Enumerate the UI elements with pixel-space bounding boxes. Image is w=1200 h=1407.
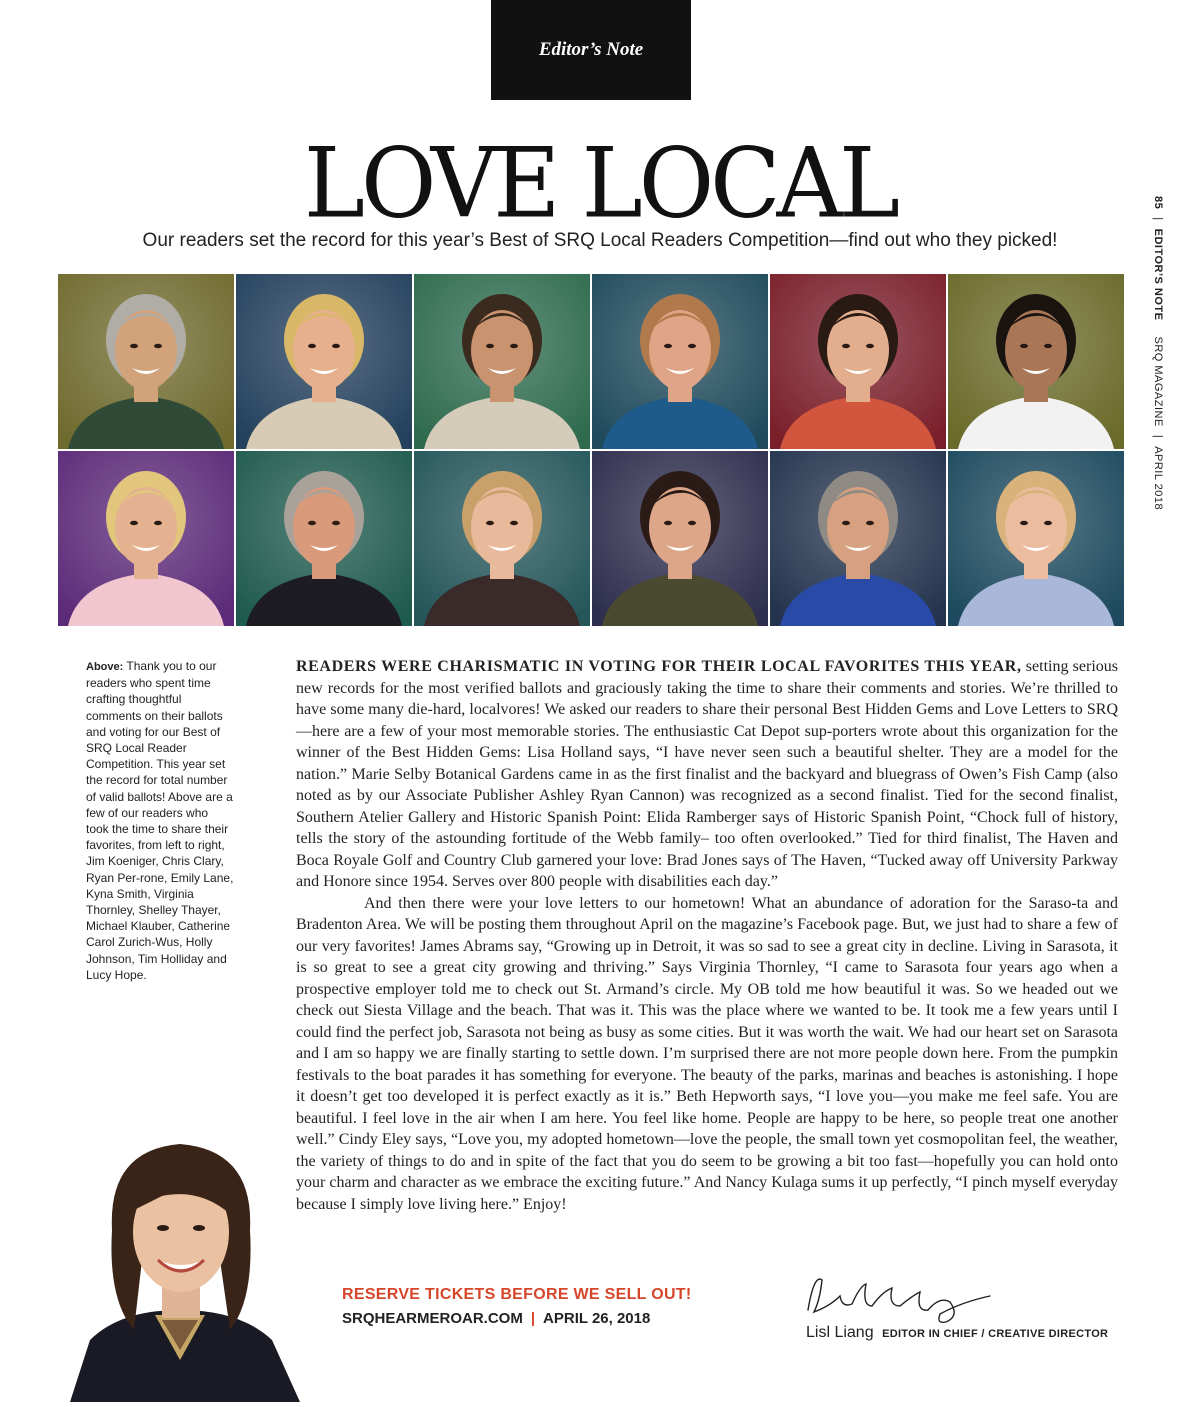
handwritten-signature bbox=[800, 1266, 1000, 1326]
reader-portrait bbox=[58, 451, 234, 626]
promo-separator: | bbox=[530, 1310, 536, 1327]
promo-headline: RESERVE TICKETS BEFORE WE SELL OUT! bbox=[342, 1286, 692, 1303]
reader-portrait bbox=[592, 451, 768, 626]
promo-url-link[interactable]: SRQHEARMEROAR.COM bbox=[342, 1310, 523, 1327]
caption-text: Thank you to our readers who spent time crafting thoughtful comments on their ballots and voting for our Best of SRQ Local Reader Competition. This year set the record for total number of valid ballots! Above are a few of our readers who took the time to share their favorites, from left to right, Jim Koeniger, Chris Clary, Ryan Per-rone, Emily Lane, Kyna Smith, Virginia Thornley, Shelley Thayer, Michael Klauber, Catherine Carol Zurich-Wus, Holly Johnson, Tim Holliday and Lucy Hope. bbox=[86, 659, 234, 982]
caption-label: Above: bbox=[86, 661, 124, 673]
article-lead-in: READERS WERE CHARISMATIC IN VOTING FOR THEIR LOCAL FAVORITES THIS YEAR, bbox=[296, 658, 1022, 675]
reader-portrait bbox=[236, 451, 412, 626]
photo-caption bbox=[86, 658, 234, 983]
promo-date: APRIL 26, 2018 bbox=[543, 1310, 651, 1327]
editor-name: Lisl Liang bbox=[806, 1324, 874, 1341]
article-paragraph-1: READERS WERE CHARISMATIC IN VOTING FOR THEIR LOCAL FAVORITES THIS YEAR, setting serious new records for the most verified ballots and graciously taking the time to share their comments and stories. We’re thrilled to have some many die-hard, localvores! We asked our readers to share their personal Best Hidden Gems and Love Letters to SRQ—here are a few of your most memorable stories. The enthusiastic Cat Depot sup-porters wrote about this organization for the winner of the Best Hidden Gems: Lisa Holland says, “I have never seen such a beautiful shelter. They are a model for the nation.” Marie Selby Botanical Gardens came in as the first finalist and the backyard and bluegrass of Owen’s Fish Camp (also noted as by our Associate Publisher Ashley Ryan Cannon) was recognized as a second finalist. Tied for the second finalist, Southern Atelier Gallery and Historic Spanish Point: Elida Ramberger says of Historic Spanish Point, “Chock full of history, tells the story of the astounding fortitude of the Webb family– too often overlooked.” Tied for third finalist, The Haven and Boca Royale Golf and Country Club garnered your love: Brad Jones says of The Haven, “Tucked away off University Parkway and Honore since 1954. Serves over 800 people with disabilities each day.” bbox=[296, 658, 1119, 890]
reader-portrait bbox=[58, 274, 234, 449]
reader-portrait bbox=[414, 274, 590, 449]
rail-issue: APRIL 2018 bbox=[1152, 446, 1164, 511]
editor-portrait-image bbox=[50, 1110, 312, 1402]
rail-section: EDITOR’S NOTE bbox=[1152, 228, 1164, 321]
headline: LOVE LOCAL bbox=[303, 127, 897, 240]
reader-portrait bbox=[948, 451, 1124, 626]
section-tab bbox=[491, 0, 691, 100]
subhead: Our readers set the record for this year’s Best of SRQ Local Readers Competition—find out who they picked! bbox=[142, 230, 1058, 251]
reader-portrait bbox=[948, 274, 1124, 449]
reader-portrait bbox=[592, 274, 768, 449]
editor-title: EDITOR IN CHIEF / CREATIVE DIRECTOR bbox=[882, 1328, 1109, 1340]
article-paragraph-2: And then there were your love letters to our hometown! What an abundance of adoration for the Saraso-ta and Bradenton Area. We will be posting them throughout April on the magazine’s Facebook page. But, we just had to share a few of our very favorites! James Abrams say, “Growing up in Detroit, it was so sad to see a great city in decline. Living in Sarasota, it is so great to see a great city growing and thriving.” Says Virginia Thornley, “I came to Sarasota four years ago when a prospective employer told me to check out St. Armand’s circle. My OB told me how beautiful it was. So we headed out we check out Siesta Village and the beach. That was it. This was the place where we wanted to be. It took me a few years until I could find the perfect job, Sarasota not being as busy as some cities. But it was worth the wait. We had our heart set on Sarasota and I am so happy we are finally starting to settle down. I’m surprised there are not more people down here. From the pumpkin festivals to the boat parades it has something for everyone. The beauty of the parks, marinas and beaches is astonishing. I hope it doesn’t get too developed it is perfect exactly as it is.” Beth Hepworth says, “I love you—you make me feel safe. You are beautiful. I feel love in the air when I am here. You feel like home. People are happy to be here, so people treat one another well.” Cindy Eley says, “Love you, my adopted hometown—love the people, the small town yet cosmopolitan feel, the weather, the variety of things to do and in spite of the fact that you do seem to be growing a bit too fast—hopefully you can hold onto your charm and character as we embrace the exciting future.” And Nancy Kulaga sums it up perfectly, “I pinch myself everyday because I simply love living here.” Enjoy! bbox=[296, 894, 1118, 1213]
reader-portrait bbox=[770, 274, 946, 449]
reader-portrait bbox=[236, 274, 412, 449]
page-number: 85 bbox=[1152, 196, 1164, 210]
article-body bbox=[296, 656, 1118, 1215]
section-tab-label: Editor’s Note bbox=[538, 39, 644, 60]
reader-photo-grid bbox=[58, 274, 1124, 626]
reader-portrait bbox=[414, 451, 590, 626]
rail-magazine: SRQ MAGAZINE bbox=[1152, 336, 1164, 427]
side-rail: 85|EDITOR’S NOTESRQ MAGAZINE|APRIL 2018 bbox=[1152, 196, 1164, 511]
reader-portrait bbox=[770, 451, 946, 626]
editor-signoff bbox=[806, 1324, 1108, 1342]
event-promo bbox=[342, 1286, 762, 1327]
editor-portrait bbox=[50, 1110, 312, 1402]
